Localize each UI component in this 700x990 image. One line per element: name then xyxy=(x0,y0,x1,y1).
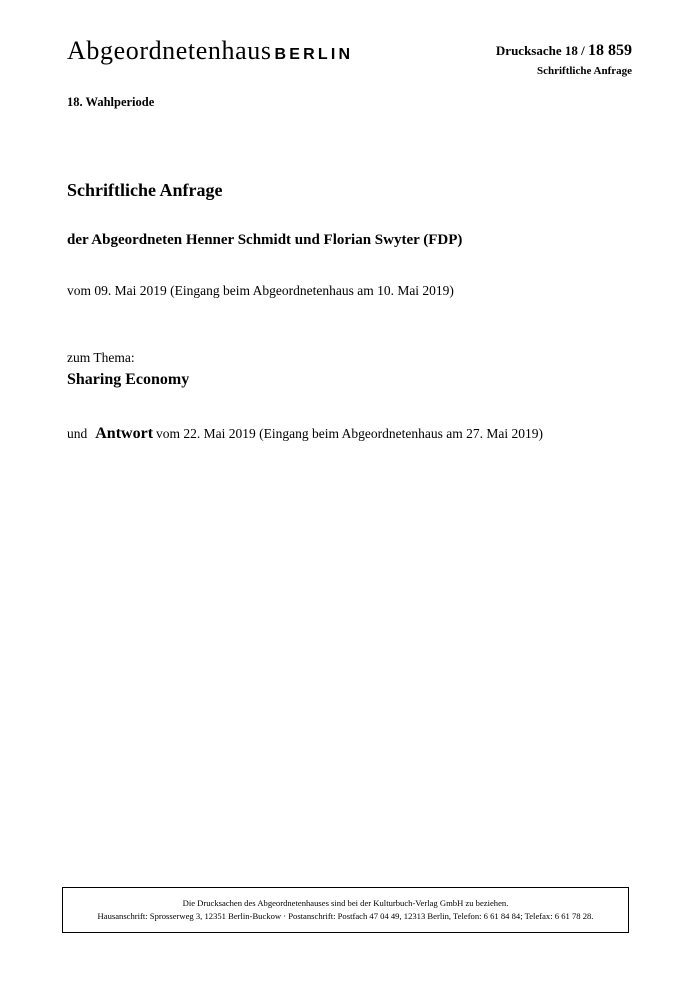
answer-date: vom 22. Mai 2019 (Eingang beim Abgeordnetenhaus am 27. Mai 2019) xyxy=(156,426,543,441)
drucksache-number: 18 859 xyxy=(588,42,632,59)
document-reference xyxy=(496,42,632,77)
answer-word: Antwort xyxy=(95,425,154,442)
masthead-logo xyxy=(67,36,353,66)
footer-box xyxy=(62,887,629,933)
drucksache-prefix: Drucksache 18 / xyxy=(495,43,585,58)
answer-prefix: und xyxy=(67,426,88,441)
institution-city: BERLIN xyxy=(274,46,354,63)
drucksache-line xyxy=(496,42,632,60)
document-title: Schriftliche Anfrage xyxy=(67,180,223,200)
topic-label: zum Thema: xyxy=(67,350,135,365)
institution-name: Abgeordnetenhaus xyxy=(67,36,272,65)
footer-line-2: Hausanschrift: Sprosserweg 3, 12351 Berlin-Buckow · Postanschrift: Postfach 47 04 49, 12313 Berlin, Telefon: 6 61 84 84; Telefax: 6 61 78 28. xyxy=(97,911,594,921)
document-type: Schriftliche Anfrage xyxy=(536,65,632,77)
answer-line xyxy=(67,425,543,443)
footer-line-1: Die Drucksachen des Abgeordnetenhauses sind bei der Kulturbuch-Verlag GmbH zu beziehen. xyxy=(182,898,509,908)
legislative-period: 18. Wahlperiode xyxy=(67,95,155,109)
authors-line: der Abgeordneten Henner Schmidt und Florian Swyter (FDP) xyxy=(67,232,463,248)
topic-value: Sharing Economy xyxy=(67,371,190,388)
submission-date: vom 09. Mai 2019 (Eingang beim Abgeordnetenhaus am 10. Mai 2019) xyxy=(67,283,454,298)
